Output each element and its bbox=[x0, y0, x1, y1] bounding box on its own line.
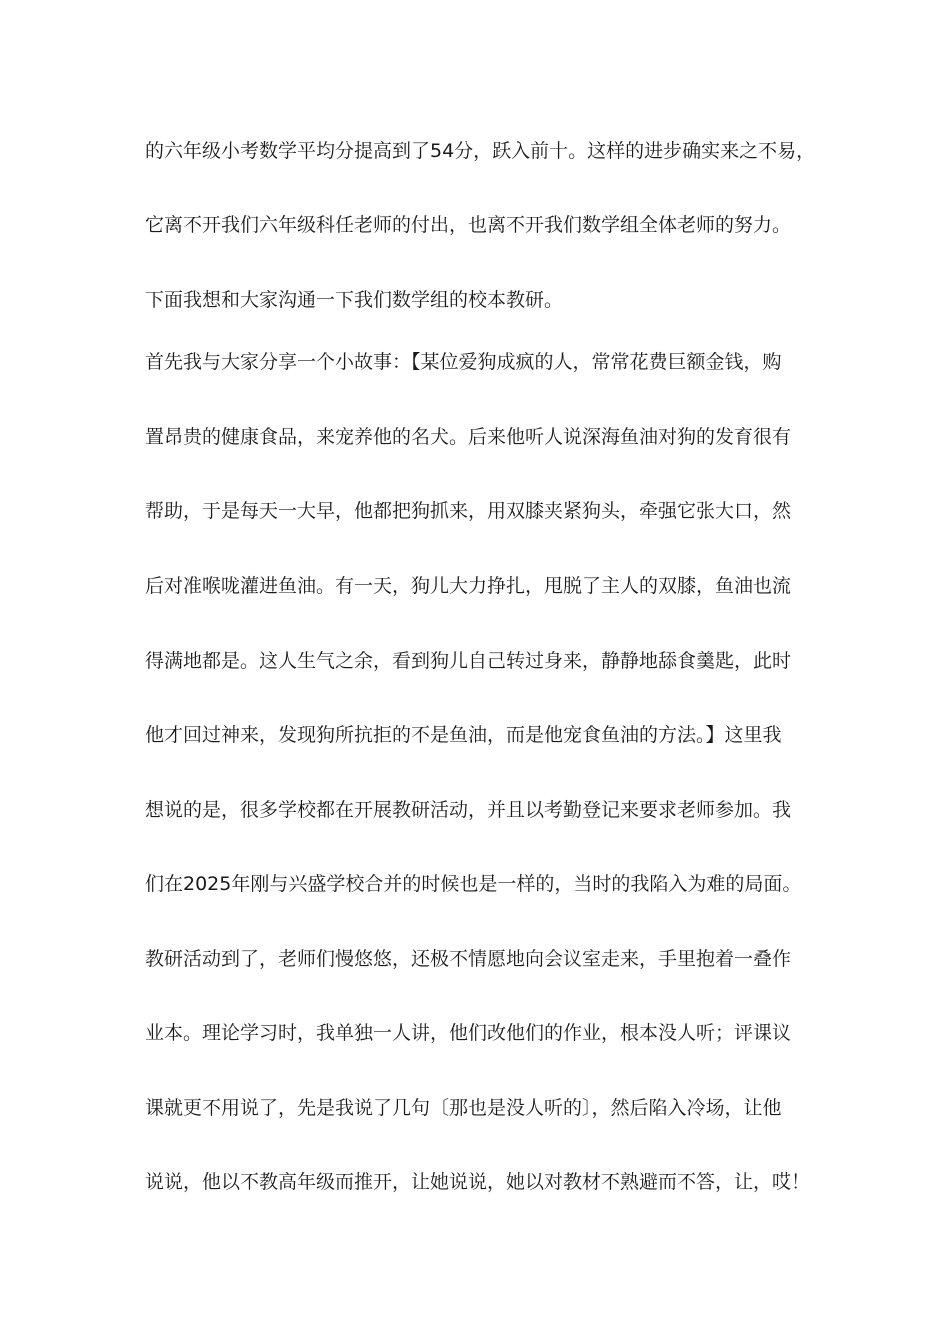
paragraph-line-3: 下面我想和大家沟通一下我们数学组的校本教研。 bbox=[145, 289, 564, 311]
paragraph-line-2: 它离不开我们六年级科任老师的付出，也离不开我们数学组全体老师的努力。 bbox=[145, 214, 792, 236]
paragraph-line-5: 置昂贵的健康食品，来宠养他的名犬。后来他听人说深海鱼油对狗的发育很有 bbox=[145, 426, 792, 448]
paragraph-line-1: 的六年级小考数学平均分提高到了54分，跃入前十。这样的进步确实来之不易， bbox=[145, 140, 816, 162]
paragraph-line-13: 业本。理论学习时，我单独一人讲，他们改他们的作业，根本没人听；评课议 bbox=[145, 1022, 792, 1044]
paragraph-line-4: 首先我与大家分享一个小故事：【某位爱狗成疯的人，常常花费巨额金钱，购 bbox=[145, 351, 782, 373]
paragraph-line-14: 课就更不用说了，先是我说了几句〔那也是没人听的〕，然后陷入冷场，让他 bbox=[145, 1097, 782, 1119]
paragraph-line-10: 想说的是，很多学校都在开展教研活动，并且以考勤登记来要求老师参加。我 bbox=[145, 799, 792, 821]
paragraph-line-6: 帮助，于是每天一大早，他都把狗抓来，用双膝夹紧狗头，牵强它张大口，然 bbox=[145, 500, 792, 522]
paragraph-line-15: 说说，他以不教高年级而推开，让她说说，她以对教材不熟避而不答，让，哎！ bbox=[145, 1171, 811, 1193]
paragraph-line-11: 们在2025年刚与兴盛学校合并的时候也是一样的，当时的我陷入为难的局面。 bbox=[145, 873, 802, 895]
paragraph-line-7: 后对准喉咙灌进鱼油。有一天，狗儿大力挣扎，甩脱了主人的双膝，鱼油也流 bbox=[145, 575, 792, 597]
paragraph-line-8: 得满地都是。这人生气之余，看到狗儿自己转过身来，静静地舔食羹匙，此时 bbox=[145, 650, 792, 672]
paragraph-line-12: 教研活动到了，老师们慢悠悠，还极不情愿地向会议室走来，手里抱着一叠作 bbox=[145, 948, 792, 970]
paragraph-line-9: 他才回过神来，发现狗所抗拒的不是鱼油，而是他宠食鱼油的方法。】这里我 bbox=[145, 724, 782, 746]
